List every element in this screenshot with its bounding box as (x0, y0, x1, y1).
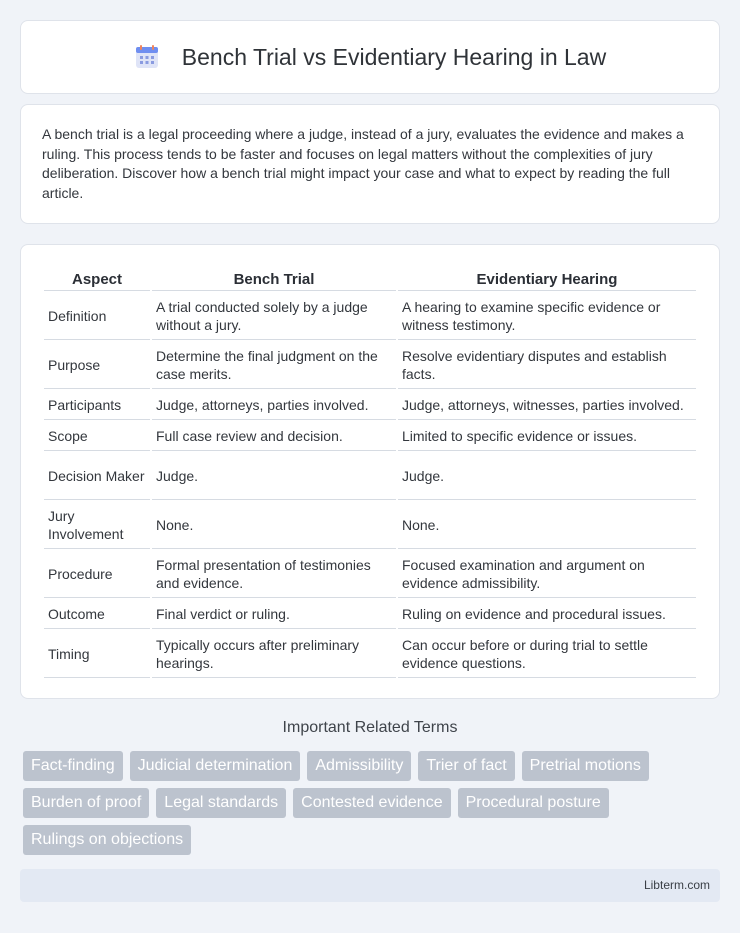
evidentiary-hearing-cell: Limited to specific evidence or issues. (398, 422, 696, 451)
aspect-cell: Decision Maker (44, 453, 150, 500)
comparison-table (42, 265, 698, 680)
related-term-tag[interactable]: Admissibility (307, 751, 411, 781)
bench-trial-cell: None. (152, 502, 396, 549)
evidentiary-hearing-cell: Judge. (398, 453, 696, 500)
table-row (44, 342, 696, 389)
related-terms-list (23, 751, 717, 862)
evidentiary-hearing-cell: Judge, attorneys, witnesses, parties involved. (398, 391, 696, 420)
related-term-tag[interactable]: Judicial determination (130, 751, 301, 781)
aspect-cell: Jury Involvement (44, 502, 150, 549)
table-row (44, 631, 696, 678)
aspect-cell: Definition (44, 293, 150, 340)
evidentiary-hearing-cell: Can occur before or during trial to settle evidence questions. (398, 631, 696, 678)
bench-trial-cell: Final verdict or ruling. (152, 600, 396, 629)
intro-text: A bench trial is a legal proceeding where a judge, instead of a jury, evaluates the evidence and makes a ruling. This process tends to be faster and focuses on legal matters without the complexities of jury deliberation. Discover how a bench trial might impact your case and what to expect by reading the full article. (42, 126, 684, 201)
aspect-cell: Timing (44, 631, 150, 678)
related-term-tag[interactable]: Contested evidence (293, 788, 450, 818)
related-term-tag[interactable]: Legal standards (156, 788, 286, 818)
aspect-cell: Procedure (44, 551, 150, 598)
header-bench-trial: Bench Trial (152, 267, 396, 291)
related-term-tag[interactable]: Burden of proof (23, 788, 149, 818)
header-evidentiary-hearing: Evidentiary Hearing (398, 267, 696, 291)
header-aspect: Aspect (44, 267, 150, 291)
evidentiary-hearing-cell: Resolve evidentiary disputes and establish facts. (398, 342, 696, 389)
table-row (44, 502, 696, 549)
bench-trial-cell: Judge, attorneys, parties involved. (152, 391, 396, 420)
intro-card (20, 104, 720, 224)
evidentiary-hearing-cell: A hearing to examine specific evidence or witness testimony. (398, 293, 696, 340)
bench-trial-cell: Determine the final judgment on the case merits. (152, 342, 396, 389)
related-term-tag[interactable]: Pretrial motions (522, 751, 649, 781)
table-row (44, 453, 696, 500)
table-row (44, 391, 696, 420)
footer (20, 869, 720, 902)
bench-trial-cell: Typically occurs after preliminary hearings. (152, 631, 396, 678)
table-row (44, 422, 696, 451)
related-term-tag[interactable]: Trier of fact (418, 751, 514, 781)
related-terms-title: Important Related Terms (282, 719, 458, 736)
related-term-tag[interactable]: Rulings on objections (23, 825, 191, 855)
bench-trial-cell: Judge. (152, 453, 396, 500)
aspect-cell: Participants (44, 391, 150, 420)
header-card (20, 20, 720, 94)
table-row (44, 551, 696, 598)
table-row (44, 600, 696, 629)
footer-site-link[interactable]: Libterm.com (643, 878, 710, 892)
table-row (44, 293, 696, 340)
related-term-tag[interactable]: Procedural posture (458, 788, 609, 818)
evidentiary-hearing-cell: Ruling on evidence and procedural issues. (398, 600, 696, 629)
table-header-row (44, 267, 696, 291)
calendar-icon (134, 44, 160, 70)
evidentiary-hearing-cell: None. (398, 502, 696, 549)
aspect-cell: Purpose (44, 342, 150, 389)
bench-trial-cell: Full case review and decision. (152, 422, 396, 451)
page-title: Bench Trial vs Evidentiary Hearing in Law (181, 43, 607, 70)
bench-trial-cell: Formal presentation of testimonies and evidence. (152, 551, 396, 598)
evidentiary-hearing-cell: Focused examination and argument on evidence admissibility. (398, 551, 696, 598)
related-term-tag[interactable]: Fact-finding (23, 751, 123, 781)
bench-trial-cell: A trial conducted solely by a judge without a jury. (152, 293, 396, 340)
aspect-cell: Outcome (44, 600, 150, 629)
aspect-cell: Scope (44, 422, 150, 451)
comparison-card (20, 244, 720, 699)
